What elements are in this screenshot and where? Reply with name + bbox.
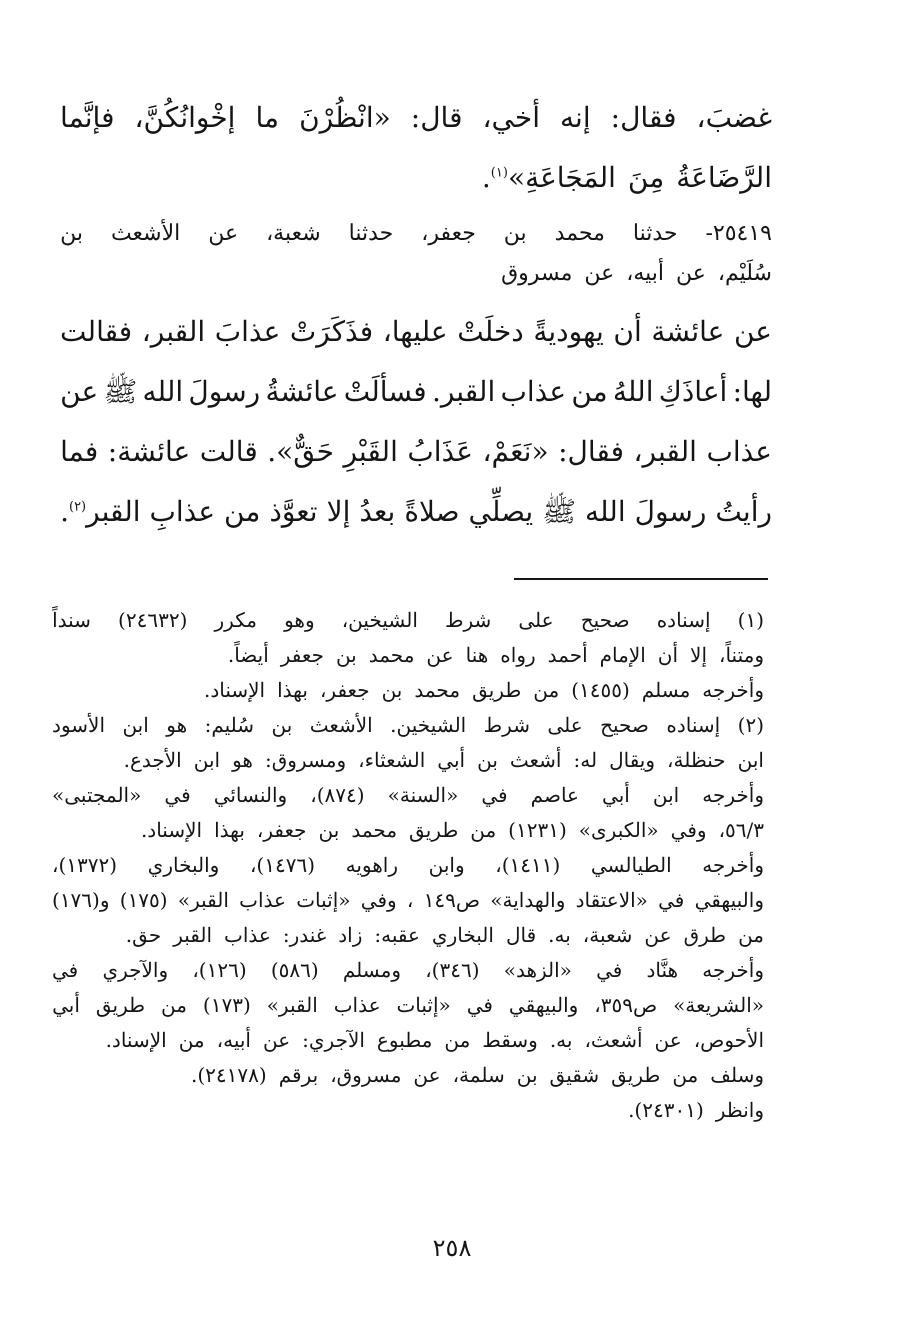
word: طريق (409, 818, 459, 842)
word: أبي (437, 748, 466, 772)
word: عقبه: (374, 923, 420, 947)
sentence-end: . (60, 495, 69, 528)
word: «الزهد» (503, 958, 572, 982)
word: عن (644, 923, 672, 947)
word: سلمة، (452, 1063, 505, 1087)
word: سُليم: (204, 713, 255, 737)
word: أبيه، (626, 261, 665, 286)
word: بن (318, 818, 340, 842)
word: في (466, 993, 493, 1017)
word: رسولَ (634, 495, 707, 528)
word: فإنَّما (60, 101, 115, 134)
opening-paragraph (60, 88, 772, 208)
word: قال: (410, 101, 463, 134)
word: أحمد (547, 643, 588, 667)
word: عذابِ (149, 495, 216, 528)
word: «انْظُرْنَ (299, 101, 391, 134)
word: القبر$^{(٢)}$. (60, 495, 141, 528)
word: فقال: (610, 101, 677, 134)
word: القبر» (266, 993, 318, 1017)
footnote-reference[interactable]: (١) (490, 165, 508, 181)
word: مِنَ (627, 161, 665, 194)
word: له: (573, 748, 598, 772)
word: القبر، (633, 435, 697, 468)
word: الله (142, 375, 184, 408)
word: فسألَتْ (343, 375, 427, 408)
word: «إثبات (396, 993, 451, 1017)
word: «الشريعة» (673, 993, 764, 1017)
word: وهو (284, 608, 315, 632)
footnote-line (52, 1023, 764, 1058)
word: ويقال (609, 748, 656, 772)
word: برقم (278, 1063, 319, 1087)
word: مسروق (501, 261, 573, 286)
word: بن (503, 221, 527, 246)
word: الشعثاء، (358, 748, 426, 772)
word: عن (426, 643, 454, 667)
word: بن (335, 643, 357, 667)
word: الإمام (599, 643, 646, 667)
word: مسلم (641, 678, 691, 702)
footnote-line (52, 813, 764, 848)
word: وابن (428, 853, 465, 877)
word: رأيتُ (715, 495, 772, 528)
word: طرق (683, 923, 727, 947)
word: (٢٤١٧٨). (191, 1063, 267, 1087)
word: القبر» (177, 888, 229, 912)
word: ابن (122, 713, 149, 737)
footnote-line (52, 708, 764, 743)
word: (١٧٥) (119, 888, 168, 912)
word: والبخاري (147, 853, 220, 877)
word: عَذَابُ (407, 435, 473, 468)
word: أن (657, 643, 679, 667)
word: بهذا (277, 678, 308, 702)
word: عذاب (333, 993, 381, 1017)
footnote-line (52, 743, 764, 778)
word: من (470, 818, 497, 842)
word: (٢) (737, 713, 764, 737)
word: بن (271, 713, 293, 737)
word: «الاعتقاد (575, 888, 648, 912)
word: جعفر، (421, 221, 476, 246)
word: جعفر، (319, 678, 370, 702)
word: (٨٧٤)، (310, 783, 365, 807)
word: ص١٤٩ (423, 888, 481, 912)
text-line (60, 214, 772, 254)
word: والبيهقي (694, 888, 764, 912)
word: وأخرجه (702, 853, 764, 877)
word: في (658, 888, 685, 912)
word: رواه (500, 643, 536, 667)
word: ، (406, 888, 414, 912)
word: أعاذَكِ (658, 375, 728, 408)
word: عن (208, 221, 239, 246)
word: البخاري (431, 923, 494, 947)
word: (٥٨٦) (270, 958, 319, 982)
word: (٢٤٦٣٢) (118, 608, 188, 632)
text-line (60, 148, 772, 208)
word: ومتناً، (719, 643, 764, 667)
footnote-reference[interactable]: (٢) (68, 499, 87, 515)
word: عائشةُ (265, 375, 339, 408)
word: المَجَاعَةِ»$^{(١)}$. (481, 161, 616, 194)
word: القبر، (141, 315, 206, 348)
word: فقالت (60, 315, 133, 348)
word: من (738, 923, 764, 947)
word: شعبة، (266, 221, 321, 246)
word: قال (505, 923, 537, 947)
word: ابن (737, 748, 764, 772)
word: شقيق (549, 1063, 600, 1087)
word: به. (548, 923, 571, 947)
sentence-end: . (481, 161, 491, 194)
footnote-line (52, 1093, 764, 1128)
word: أيضاً. (227, 643, 269, 667)
word: دخلَتْ (457, 315, 524, 348)
word: عن (584, 261, 615, 286)
word: يهوديةً (533, 315, 604, 348)
word: بن (477, 748, 498, 772)
word: هنا (465, 643, 489, 667)
word: عليها، (382, 315, 448, 348)
word: طريق (472, 678, 522, 702)
word: «السنة» (387, 783, 459, 807)
word: فقال: (558, 435, 624, 468)
word: القبر. (431, 375, 496, 408)
hadith-chain (60, 214, 772, 294)
word: القبر (173, 923, 213, 947)
word: القَبْرِ (343, 435, 398, 468)
word: وأخرجه (702, 678, 764, 702)
word: ومسلم (342, 958, 402, 982)
word: شعبة، (582, 923, 633, 947)
footnote-line (52, 673, 764, 708)
word: أشعث (509, 748, 562, 772)
word: من (161, 993, 187, 1017)
word: عائشة (651, 315, 725, 348)
word: الله (585, 495, 626, 528)
word: الآجري: (302, 1028, 365, 1052)
word: وانظر (715, 1098, 764, 1122)
word: طريق (611, 1063, 661, 1087)
word: مكرر (214, 608, 257, 632)
word: شرط (444, 608, 492, 632)
word: جعفر (280, 643, 324, 667)
text-line (60, 422, 772, 482)
word: من (444, 1028, 471, 1052)
word: سُلَيْم، (717, 261, 772, 286)
footnotes (52, 603, 764, 1128)
word: الإسناد. (140, 818, 203, 842)
word: إسناده (656, 608, 711, 632)
word: قالت (199, 435, 258, 468)
word: أبي (602, 783, 630, 807)
word: بن (516, 1063, 538, 1087)
word: «الكبرى» (578, 818, 659, 842)
word: ﷺ (103, 375, 138, 408)
word: وسقط (482, 1028, 538, 1052)
word: بهذا (214, 818, 245, 842)
word: الأحوص، (693, 1028, 764, 1052)
word: إلا (690, 643, 707, 667)
word: بن (60, 221, 83, 246)
word: أبي (52, 993, 80, 1017)
word: محمد (368, 643, 415, 667)
word: محمد (414, 678, 461, 702)
word: (١٤٥٥) (571, 678, 630, 702)
word: تعوَّذ (269, 495, 318, 528)
word: حدثنا (632, 221, 678, 246)
word: الشيخين. (390, 713, 467, 737)
word: مطبوع (376, 1028, 433, 1052)
word: وفي (360, 888, 397, 912)
word: في (596, 958, 623, 982)
word: إخْوانُكُنَّ، (134, 101, 236, 134)
word: عن (654, 1028, 682, 1052)
text-line (60, 362, 772, 422)
footnote-line (52, 1058, 764, 1093)
word: في (481, 783, 508, 807)
word: في (52, 958, 79, 982)
word: وأخرجه (702, 783, 764, 807)
word: فذَكَرَتْ (289, 315, 374, 348)
word: سنداً (52, 608, 91, 632)
footnote-2 (52, 708, 764, 1128)
word: الطيالسي (590, 853, 672, 877)
word: ٥٦/٣، (718, 818, 764, 842)
word: عذاب (706, 435, 772, 468)
footnote-line (52, 603, 764, 638)
word: والنسائي (213, 783, 288, 807)
word: أشعث، (584, 1028, 643, 1052)
word: الأجدع. (123, 748, 182, 772)
text-line (60, 254, 772, 294)
word: إنه (560, 101, 591, 134)
word: وسلف (710, 1063, 764, 1087)
word: صحيح (600, 713, 649, 737)
word: عذاب (224, 923, 271, 947)
word: «إثبات (296, 888, 351, 912)
word: محمد (351, 818, 398, 842)
word: وفي (670, 818, 707, 842)
word: عن (60, 375, 99, 408)
word: في (164, 783, 191, 807)
word: زاد (338, 923, 363, 947)
word: (١) (737, 608, 764, 632)
word: عذابَ (214, 315, 281, 348)
word: حَقٌّ». (267, 435, 334, 468)
footnote-separator (514, 578, 768, 580)
word: على (547, 713, 583, 737)
word: (٣٤٦)، (425, 958, 480, 982)
word: ومسروق: (264, 748, 347, 772)
footnote-1 (52, 603, 764, 708)
word: (١٧٣) (202, 993, 251, 1017)
word: حق. (125, 923, 162, 947)
word: وأخرجه (702, 958, 764, 982)
word: الإسناد. (203, 678, 266, 702)
footnote-line (52, 883, 764, 918)
word: إلا (326, 495, 351, 528)
word: غندر: (282, 923, 327, 947)
page-body (60, 88, 772, 542)
word: إسناده (666, 713, 721, 737)
word: رسولَ (188, 375, 261, 408)
page-number: ٢٥٨ (432, 1234, 472, 1262)
word: (١٤١١)، (495, 853, 561, 877)
footnote-line (52, 988, 764, 1023)
footnote-line (52, 848, 764, 883)
word: شرط (483, 713, 530, 737)
footnote-line (52, 778, 764, 813)
word: الإسناد. (105, 1028, 167, 1052)
word: الشيخين، (341, 608, 418, 632)
word: (١٢٣١) (508, 818, 567, 842)
word: غضبَ، (696, 101, 772, 134)
word: (١٢٦)، (192, 958, 247, 982)
word: «المجتبى» (52, 783, 142, 807)
word: على (518, 608, 554, 632)
footnote-line (52, 953, 764, 988)
word: هو (166, 713, 188, 737)
word: عذاب (239, 888, 286, 912)
word: حنظلة، (667, 748, 726, 772)
word: «نَعَمْ، (482, 435, 549, 468)
word: من (224, 495, 261, 528)
word: هو (232, 748, 253, 772)
word: يصلِّي (468, 495, 534, 528)
word: به. (549, 1028, 573, 1052)
word: أخي، (482, 101, 540, 134)
word: عن (262, 1028, 291, 1052)
word: ﷺ (542, 495, 577, 528)
word: عذاب (500, 375, 567, 408)
word: (١٤٧٦)، (249, 853, 315, 877)
word: من (533, 678, 560, 702)
footnote-line (52, 638, 764, 673)
word: عاصم (530, 783, 579, 807)
word: فما (60, 435, 99, 468)
word: محمد (554, 221, 605, 246)
footnote-line (52, 918, 764, 953)
word: الأشعث (110, 221, 181, 246)
word: صلاةً (404, 495, 460, 528)
word: ص٣٥٩، (594, 993, 658, 1017)
word: عن (733, 315, 772, 348)
word: (١٣٧٢)، (52, 853, 118, 877)
word: ابن (652, 783, 680, 807)
word: عن (676, 261, 706, 286)
word: (٢٤٣٠١). (628, 1098, 704, 1122)
word: راهويه (345, 853, 398, 877)
word: حدثنا (348, 221, 394, 246)
word: الرَّضَاعَةُ (676, 161, 772, 194)
word: الأسود (52, 713, 106, 737)
word: طريق (95, 993, 146, 1017)
word: ما (255, 101, 280, 134)
text-line (60, 482, 772, 542)
hadith-matn (60, 302, 772, 542)
word: هنَّاد (646, 958, 679, 982)
text-line (60, 302, 772, 362)
word: عن (413, 1063, 441, 1087)
word: لها: (732, 375, 772, 408)
word: أبيه، (216, 1028, 251, 1052)
word: بن (381, 678, 403, 702)
word: والآجري (102, 958, 169, 982)
word: أن (613, 315, 642, 348)
word: جعفر، (256, 818, 307, 842)
word: بعدُ (359, 495, 396, 528)
word: و(١٧٦) (52, 888, 110, 912)
word: من (571, 375, 608, 408)
word: اللهُ (612, 375, 654, 408)
word: عائشة: (107, 435, 191, 468)
text-line (60, 88, 772, 148)
word: صحيح (580, 608, 630, 632)
word: ٢٥٤١٩- (705, 221, 772, 246)
word: والبيهقي (508, 993, 579, 1017)
word: والهداية» (490, 888, 566, 912)
word: مسروق، (330, 1063, 402, 1087)
word: الأشعث (309, 713, 373, 737)
word: من (178, 1028, 205, 1052)
word: ابن (193, 748, 221, 772)
word: من (672, 1063, 699, 1087)
